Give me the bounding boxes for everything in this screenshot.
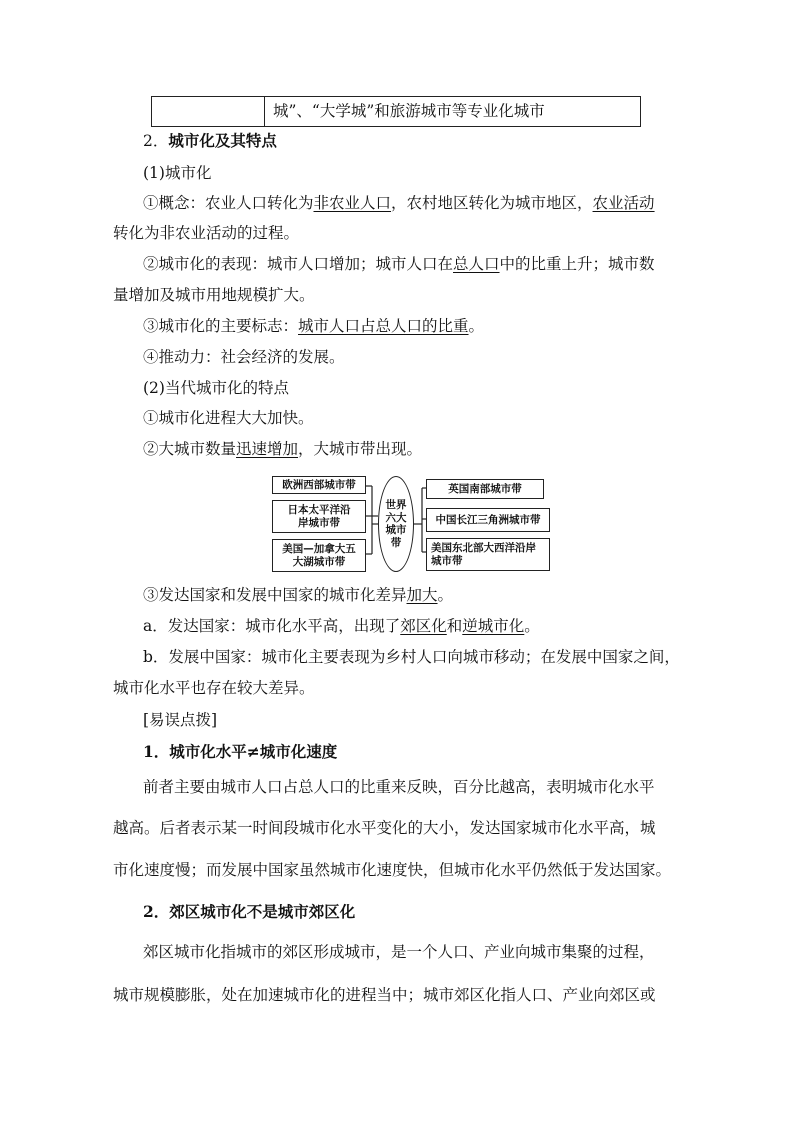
underlined-term: 郊区化: [400, 617, 447, 635]
tip-2-line-2: 城市规模膨胀，处在加速城市化的进程当中；城市郊区化指人口、产业向郊区或: [113, 986, 656, 1004]
text: ，大城市带出现。: [298, 440, 423, 458]
text: ，农村地区转化为城市地区，: [391, 194, 593, 212]
section-heading-2: [143, 131, 277, 151]
force-line: ④推动力：社会经济的发展。: [143, 348, 345, 366]
underlined-term: 迅速增加: [236, 440, 299, 458]
section-title: 城市化及其特点: [168, 131, 277, 150]
underlined-term: 总人口: [453, 255, 500, 273]
feature-3: [143, 585, 453, 605]
sign-line: [143, 316, 484, 336]
tip-1-line-2: 越高。后者表示某一时间段城市化水平变化的大小，发达国家城市化水平高，城: [113, 819, 656, 837]
left-box-1: 欧洲西部城市带: [272, 476, 366, 494]
table-row: [151, 96, 641, 127]
text: ②大城市数量: [143, 440, 237, 458]
feature-b-line-2: 城市化水平也存在较大差异。: [113, 679, 315, 697]
feature-a: [143, 616, 540, 636]
text: 。: [524, 617, 540, 635]
expression-line-2: 量增加及城市用地规模扩大。: [113, 286, 315, 304]
underlined-term: 逆城市化: [462, 617, 525, 635]
underlined-term: 农业活动: [592, 194, 655, 212]
right-box-1: 英国南部城市带: [426, 479, 544, 499]
feature-2: [143, 439, 422, 459]
section-number: 2．: [143, 132, 169, 150]
table-cell-empty: [152, 97, 265, 126]
text: ②城市化的表现：城市人口增加；城市人口在: [143, 255, 454, 273]
text: a．发达国家：城市化水平高，出现了: [143, 617, 401, 635]
underlined-term: 城市人口占总人口的比重: [298, 317, 469, 335]
expression-line-1: [143, 254, 655, 274]
right-box-2: 中国长江三角洲城市带: [426, 508, 550, 532]
tips-heading: [易误点拨]: [143, 711, 218, 729]
tip-2-title: 2．郊区城市化不是城市郊区化: [143, 902, 356, 921]
tip-1-line-3: 市化速度慢；而发展中国家虽然城市化速度快，但城市化水平仍然低于发达国家。: [113, 861, 672, 879]
subheading-2: (2)当代城市化的特点: [143, 379, 289, 397]
megalopolis-diagram: [272, 474, 550, 574]
text: 。: [468, 317, 485, 335]
center-oval: 世界六大城市带: [378, 476, 414, 572]
text: ③城市化的主要标志：: [143, 317, 299, 335]
text: ①概念：农业人口转化为: [143, 194, 314, 212]
feature-1: ①城市化进程大大加快。: [143, 409, 314, 427]
text: 中的比重上升；城市数: [499, 255, 655, 273]
feature-b-line-1: b．发展中国家：城市化主要表现为乡村人口向城市移动；在发展中国家之间，: [143, 648, 680, 666]
tip-1-line-1: 前者主要由城市人口占总人口的比重来反映，百分比越高，表明城市化水平: [143, 778, 655, 796]
subheading-1: (1)城市化: [143, 164, 212, 182]
table-cell-text: 城”、“大学城”和旅游城市等专业化城市: [273, 102, 545, 120]
underlined-term: 加大: [406, 586, 438, 604]
right-box-3: 美国东北部大西洋沿岸城市带: [426, 538, 550, 571]
text: ③发达国家和发展中国家的城市化差异: [143, 586, 407, 604]
text: 和: [446, 617, 463, 635]
text: 。: [437, 586, 454, 604]
tip-1-title: 1．城市化水平≠城市化速度: [143, 742, 338, 761]
concept-line-2: 转化为非农业活动的过程。: [113, 224, 300, 242]
left-box-3: 美国—加拿大五大湖城市带: [272, 539, 366, 572]
concept-line-1: [143, 193, 655, 213]
left-box-2: 日本太平洋沿岸城市带: [272, 500, 366, 533]
underlined-term: 非农业人口: [313, 194, 392, 212]
tip-2-line-1: 郊区城市化指城市的郊区形成城市，是一个人口、产业向城市集聚的过程，: [143, 943, 655, 961]
